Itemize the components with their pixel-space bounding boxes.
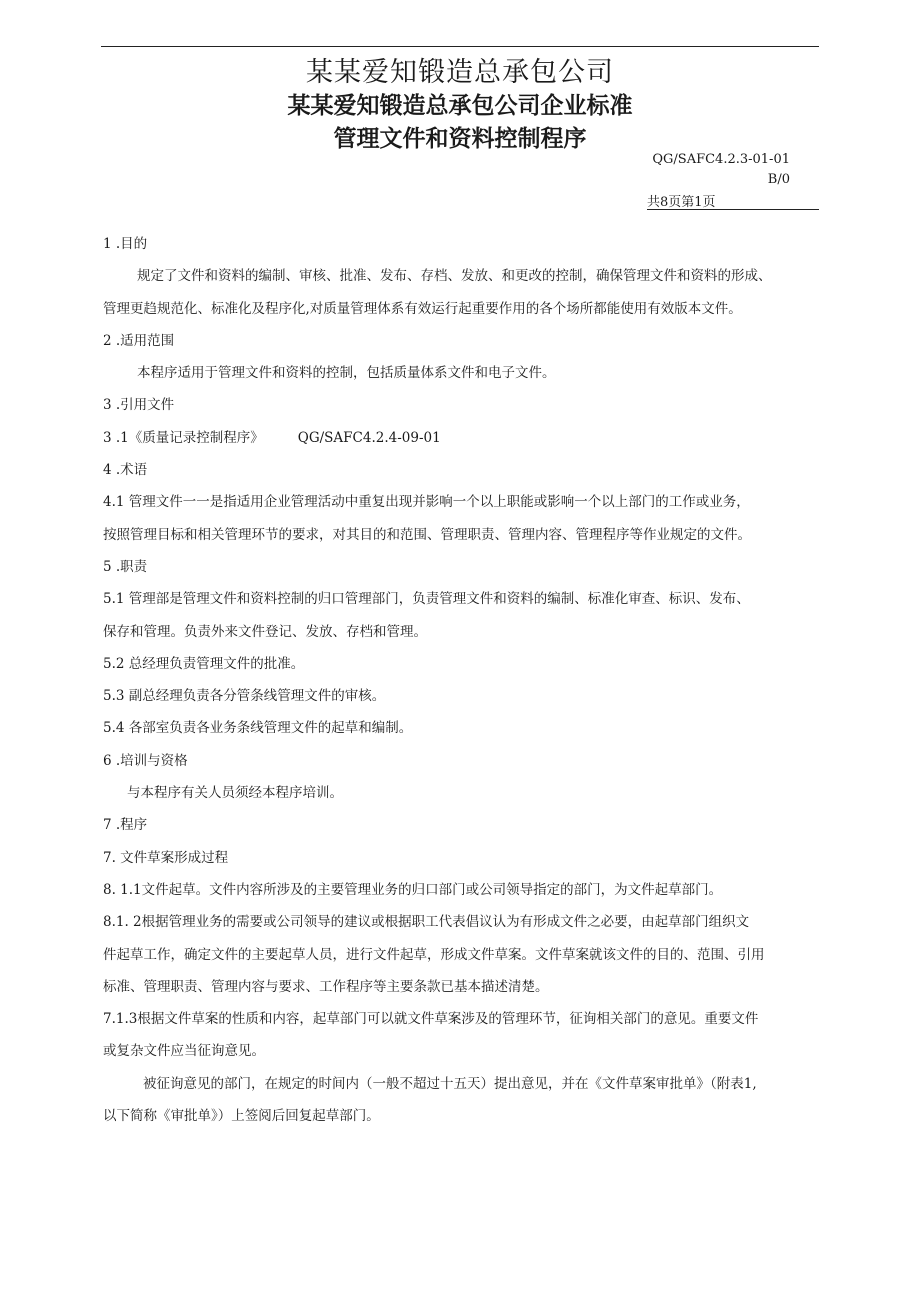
document-title: 管理文件和资料控制程序 (333, 126, 587, 152)
section-heading: 2 .适用范围 (103, 332, 175, 349)
paragraph-line: 管理更趋规范化、标准化及程序化,对质量管理体系有效运行起重要作用的各个场所都能使用有效版本文件。 (103, 300, 742, 317)
section-heading: 5 .职责 (103, 558, 148, 575)
paragraph-line: 5.1 管理部是管理文件和资料控制的归口管理部门，负责管理文件和资料的编制、标准化审查、标识、发布、 (103, 591, 750, 608)
section-heading: 4 .术语 (103, 462, 148, 479)
standard-title: 某某爱知锻造总承包公司企业标准 (287, 93, 633, 119)
document-body (103, 228, 823, 1132)
section-heading: 7 .程序 (103, 817, 148, 834)
paragraph-line: 件起草工作，确定文件的主要起草人员，进行文件起草，形成文件草案。文件草案就该文件的目的、范围、引用 (103, 946, 765, 963)
paragraph-line: 7.1.3根据文件草案的性质和内容，起草部门可以就文件草案涉及的管理环节，征询相关部门的意见。重要文件 (103, 1011, 759, 1028)
section-heading: 3 .引用文件 (103, 397, 175, 414)
page-count: 共8页第1页 (647, 195, 716, 210)
subsection-heading: 7. 文件草案形成过程 (103, 849, 229, 866)
paragraph-line: 4.1 管理文件一一是指适用企业管理活动中重复出现并影响一个以上职能或影响一个以上部门的工作或业务， (103, 494, 750, 511)
paragraph-line: 5.4 各部室负责各业务条线管理文件的起草和编制。 (103, 720, 413, 737)
section-heading: 1 .目的 (103, 236, 148, 252)
paragraph-line: 或复杂文件应当征询意见。 (103, 1043, 265, 1060)
paragraph-line: 保存和管理。负责外来文件登记、发放、存档和管理。 (103, 623, 427, 640)
reference-line (103, 422, 823, 454)
header-top-rule (101, 46, 819, 47)
paragraph-line: 5.2 总经理负责管理文件的批准。 (103, 655, 305, 672)
paragraph-line: 本程序适用于管理文件和资料的控制，包括质量体系文件和电子文件。 (137, 365, 556, 382)
paragraph-line: 以下简称《审批单》）上签阅后回复起草部门。 (103, 1108, 380, 1125)
paragraph-line: 5.3 副总经理负责各分管条线管理文件的审核。 (103, 688, 386, 705)
page-count-rule (647, 209, 819, 210)
paragraph-line: 与本程序有关人员须经本程序培训。 (127, 785, 343, 802)
reference-title: 3 .1《质量记录控制程序》 (103, 429, 264, 446)
paragraph-line: 被征询意见的部门，在规定的时间内（一般不超过十五天）提出意见，并在《文件草案审批单》（附表1, (143, 1075, 757, 1092)
paragraph-line: 标准、管理职责、管理内容与要求、工作程序等主要条款已基本描述清楚。 (103, 978, 549, 995)
reference-code: QG/SAFC4.2.4-09-01 (297, 429, 441, 446)
paragraph-line: 规定了文件和资料的编制、审核、批准、发布、存档、发放、和更改的控制，确保管理文件和资料的形成、 (137, 268, 772, 285)
paragraph-line: 8.1. 2根据管理业务的需要或公司领导的建议或根据职工代表倡议认为有形成文件之必要，由起草部门组织文 (103, 914, 750, 931)
paragraph-line: 8. 1.1文件起草。文件内容所涉及的主要管理业务的归口部门或公司领导指定的部门，为文件起草部门。 (103, 881, 723, 898)
document-number: QG/SAFC4.2.3-01-01 (652, 152, 790, 167)
paragraph-line: 按照管理目标和相关管理环节的要求，对其目的和范围、管理职责、管理内容、管理程序等作业规定的文件。 (103, 526, 751, 543)
company-name: 某某爱知锻造总承包公司 (306, 57, 614, 88)
section-heading: 6 .培训与资格 (103, 752, 188, 769)
revision: B/0 (767, 172, 790, 187)
